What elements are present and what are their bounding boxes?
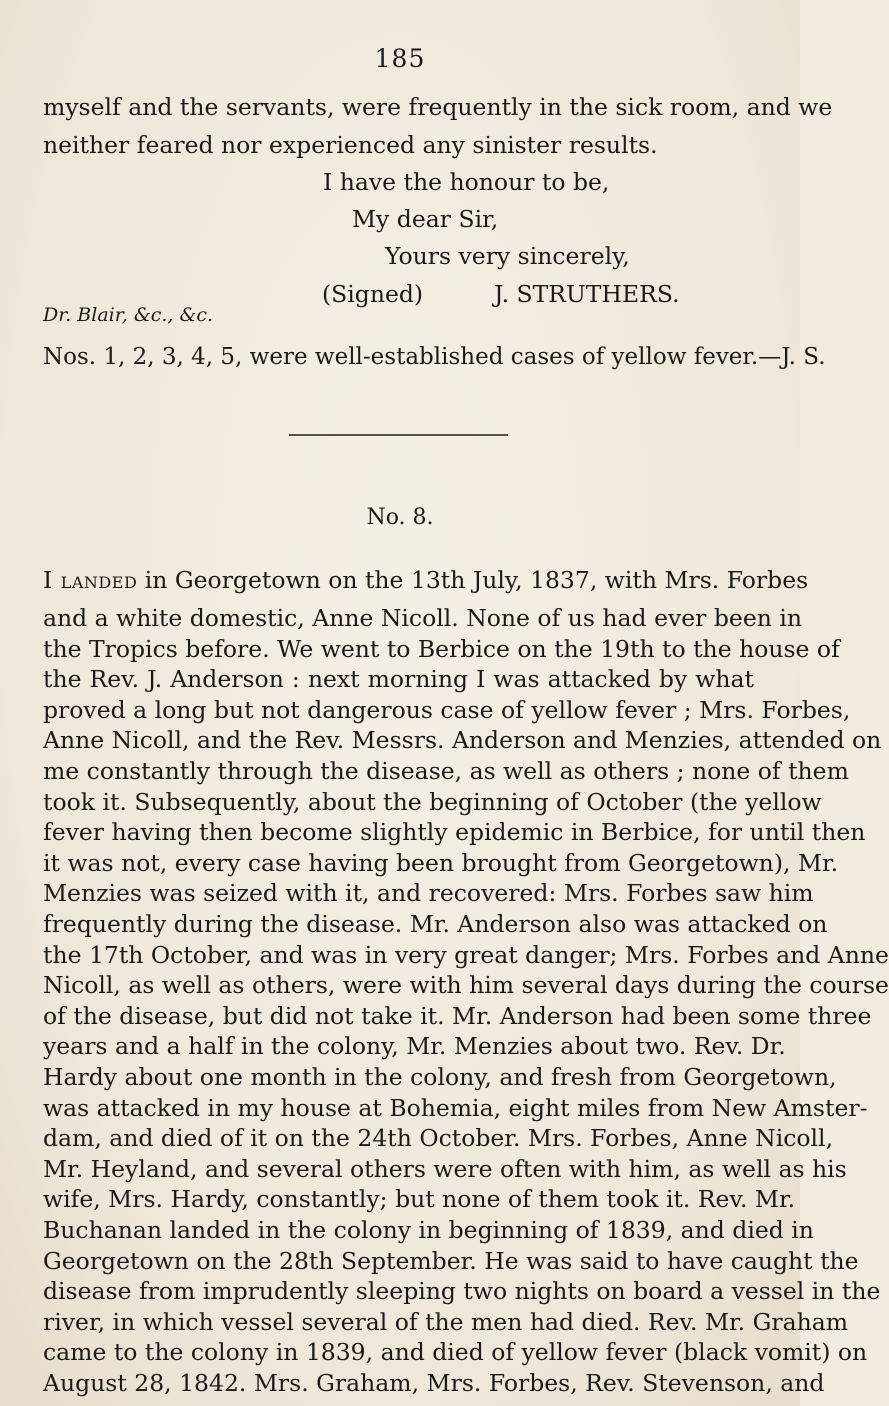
first-line-rest: in Georgetown on the 13th July, 1837, with Mrs. Forbes (137, 566, 809, 594)
text-line: came to the colony in 1839, and died of yellow fever (black vomit) on (43, 1338, 868, 1366)
text-line: August 28, 1842. Mrs. Graham, Mrs. Forbes, Rev. Stevenson, and (43, 1369, 825, 1397)
text-line: proved a long but not dangerous case of yellow fever ; Mrs. Forbes, (43, 696, 851, 724)
text-line: frequently during the disease. Mr. Anderson also was attacked on (43, 910, 828, 938)
text-line: Georgetown on the 28th September. He was said to have caught the (43, 1247, 859, 1275)
text-line: Hardy about one month in the colony, and fresh from Georgetown, (43, 1063, 837, 1091)
closing-line: Yours very sincerely, (385, 242, 630, 270)
page-number: 185 (374, 44, 426, 73)
text-line: fever having then become slightly epidemic in Berbice, for until then (43, 818, 866, 846)
text-line: Buchanan landed in the colony in beginning of 1839, and died in (43, 1216, 814, 1244)
text-line: wife, Mrs. Hardy, constantly; but none of them took it. Rev. Mr. (43, 1185, 796, 1213)
text-line: dam, and died of it on the 24th October. Mrs. Forbes, Anne Nicoll, (43, 1124, 834, 1152)
signature: J. STRUTHERS. (494, 280, 680, 308)
text-line: myself and the servants, were frequently in the sick room, and we (43, 93, 833, 121)
drop-word: I landed (43, 566, 138, 594)
text-line: the Rev. J. Anderson : next morning I was attacked by what (43, 665, 754, 693)
text-line (43, 565, 809, 595)
text-line: the 17th October, and was in very great danger; Mrs. Forbes and Anne (43, 941, 889, 969)
text-line: me constantly through the disease, as well as others ; none of them (43, 757, 849, 785)
text-line: Nicoll, as well as others, were with him several days during the course (43, 971, 889, 999)
section-divider (289, 434, 508, 436)
text-line: of the disease, but did not take it. Mr. Anderson had been some three (43, 1002, 872, 1030)
text-line: Anne Nicoll, and the Rev. Messrs. Anderson and Menzies, attended on (43, 726, 882, 754)
section-heading: No. 8. (366, 505, 434, 530)
closing-line: My dear Sir, (352, 205, 499, 233)
text-line: years and a half in the colony, Mr. Menzies about two. Rev. Dr. (43, 1032, 786, 1060)
text-line: Menzies was seized with it, and recovered: Mrs. Forbes saw him (43, 879, 814, 907)
signed-label: (Signed) (322, 280, 424, 308)
text-line: disease from imprudently sleeping two nights on board a vessel in the (43, 1277, 881, 1305)
addressee: Dr. Blair, &c., &c. (43, 304, 214, 326)
text-line: the Tropics before. We went to Berbice on the 19th to the house of (43, 635, 840, 663)
text-line: Mr. Heyland, and several others were often with him, as well as his (43, 1155, 847, 1183)
text-line: and a white domestic, Anne Nicoll. None of us had ever been in (43, 604, 802, 632)
text-line: was attacked in my house at Bohemia, eight miles from New Amster- (43, 1094, 868, 1122)
closing-line: I have the honour to be, (323, 168, 610, 196)
footnote: Nos. 1, 2, 3, 4, 5, were well-established cases of yellow fever.—J. S. (43, 344, 826, 370)
text-line: took it. Subsequently, about the beginning of October (the yellow (43, 788, 822, 816)
text-line: river, in which vessel several of the men had died. Rev. Mr. Graham (43, 1308, 849, 1336)
text-line: it was not, every case having been brought from Georgetown), Mr. (43, 849, 839, 877)
text-line: neither feared nor experienced any sinister results. (43, 131, 658, 159)
